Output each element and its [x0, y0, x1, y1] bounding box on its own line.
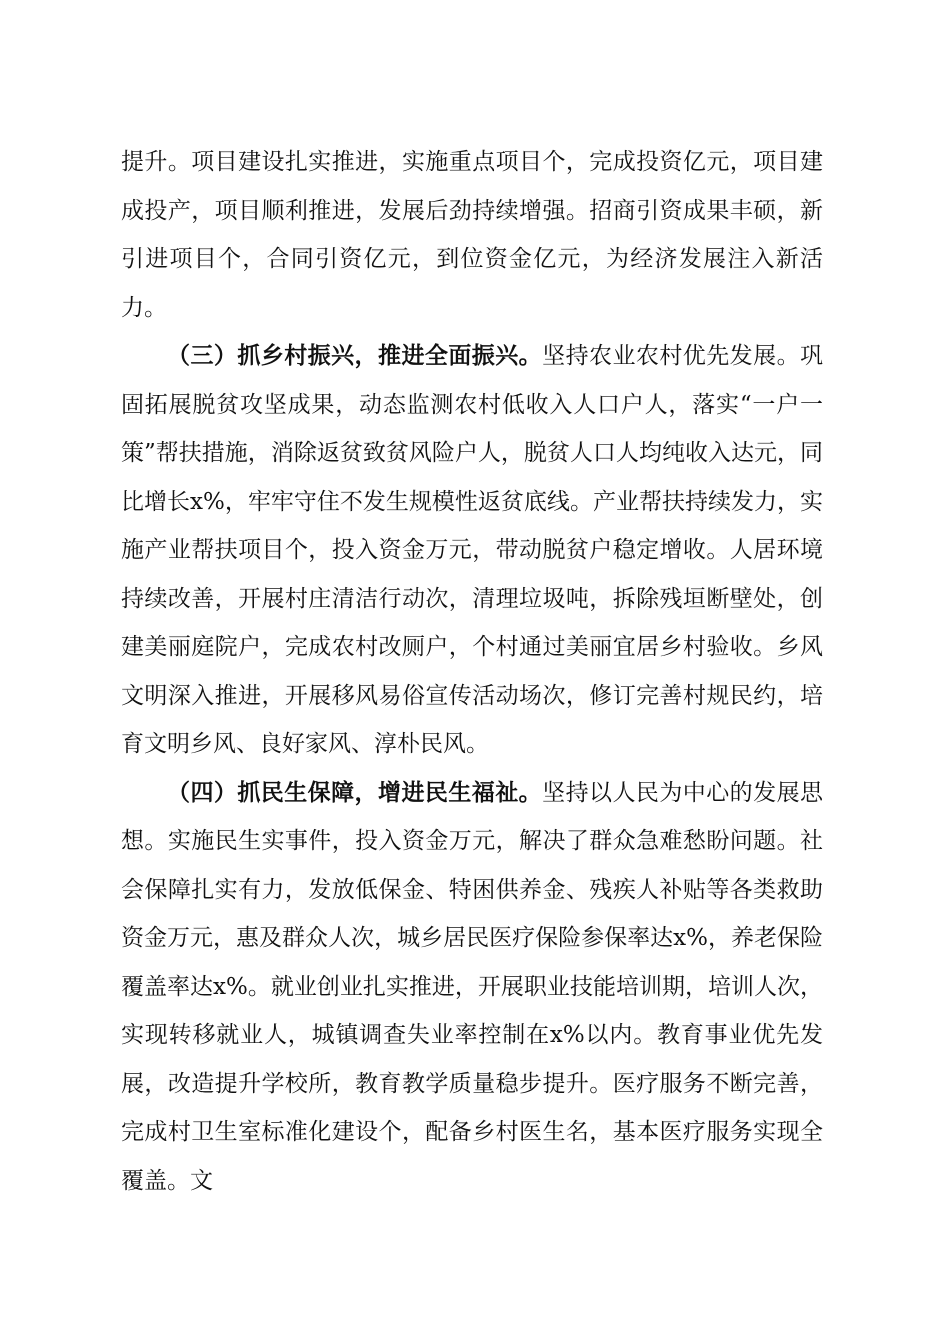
section-heading-livelihood-security: （四）抓民生保障，增进民生福祉。 — [167, 779, 543, 806]
section-heading-rural-revitalization: （三）抓乡村振兴，推进全面振兴。 — [167, 343, 543, 369]
paragraph-text: 坚持农业农村优先发展。巩固拓展脱贫攻坚成果，动态监测农村低收入人口户人，落实“一户一策”帮扶措施，消除返贫致贫风险户人，脱贫人口人均纯收入达元，同比增长x%，牢牢守住不发生规模性返贫底线。产业帮扶持续发力，实施产业帮扶项目个，投入资金万元，带动脱贫户稳定增收。人居环境持续改善，开展村庄清洁行动次，清理垃圾吨，拆除残垣断壁处，创建美丽庭院户，完成农村改厕户，个村通过美丽宜居乡村验收。乡风文明深入推进，开展移风易俗宣传活动场次，修订完善村规民约，培育文明乡风、良好家风、淳朴民风。 — [121, 343, 824, 757]
paragraph-rural-revitalization — [121, 332, 823, 769]
document-body — [121, 138, 823, 1205]
paragraph-text: 坚持以人民为中心的发展思想。实施民生实事件，投入资金万元，解决了群众急难愁盼问题。社会保障扎实有力，发放低保金、特困供养金、残疾人补贴等各类救助资金万元，惠及群众人次，城乡居民医疗保险参保率达x%，养老保险覆盖率达x%。就业创业扎实推进，开展职业技能培训期，培训人次，实现转移就业人，城镇调查失业率控制在x%以内。教育事业优先发展，改造提升学校所，教育教学质量稳步提升。医疗服务不断完善，完成村卫生室标准化建设个，配备乡村医生名，基本医疗服务实现全覆盖。文 — [121, 779, 824, 1194]
paragraph-text: 提升。项目建设扎实推进，实施重点项目个，完成投资亿元，项目建成投产，项目顺利推进，发展后劲持续增强。招商引资成果丰硕，新引进项目个，合同引资亿元，到位资金亿元，为经济发展注入新活力。 — [121, 149, 823, 321]
paragraph-project-investment — [121, 138, 823, 332]
paragraph-livelihood-security — [121, 769, 823, 1206]
